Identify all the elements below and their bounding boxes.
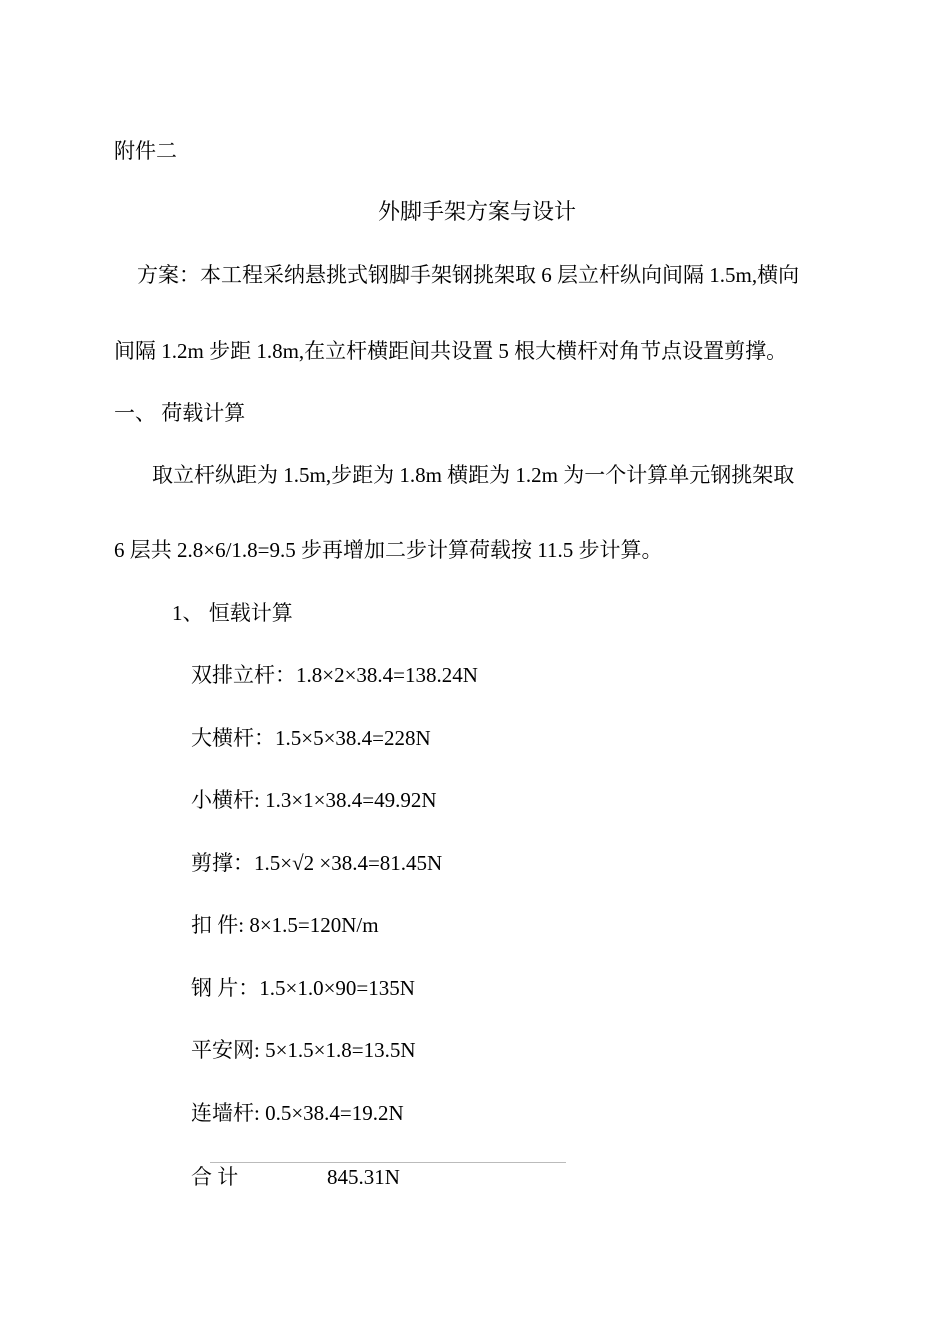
total-label: 合 计 [191,1165,239,1189]
paragraph-1-line-2: 6 层共 2.8×6/1.8=9.5 步再增加二步计算荷载按 11.5 步计算。 [114,538,663,562]
item-line: 双排立杆：1.8×2×38.4=138.24N [191,663,478,687]
section-heading-load-calc: 一、 荷载计算 [114,401,246,425]
item-line: 钢 片：1.5×1.0×90=135N [191,976,415,1000]
item-line: 大横杆：1.5×5×38.4=228N [191,726,431,750]
item-line: 剪撑：1.5×√2 ×38.4=81.45N [191,851,443,875]
attachment-label: 附件二 [114,139,177,163]
item-line: 小横杆: 1.3×1×38.4=49.92N [191,788,437,812]
item-line: 连墙杆: 0.5×38.4=19.2N [191,1101,404,1125]
total-value: 845.31N [327,1165,400,1189]
item-line: 平安网: 5×1.5×1.8=13.5N [191,1038,416,1062]
scheme-line-2: 间隔 1.2m 步距 1.8m,在立杆横距间共设置 5 根大横杆对角节点设置剪撑。 [114,339,788,363]
item-line: 扣 件: 8×1.5=120N/m [191,913,379,937]
scheme-line-1: 方案：本工程采纳悬挑式钢脚手架钢挑架取 6 层立杆纵向间隔 1.5m,横向 [137,263,800,287]
paragraph-1-line-1: 取立杆纵距为 1.5m,步距为 1.8m 横距为 1.2m 为一个计算单元钢挑架取 [152,463,795,487]
document-title: 外脚手架方案与设计 [378,199,577,224]
total-divider [210,1162,566,1163]
subsection-heading-dead-load: 1、 恒载计算 [172,601,293,625]
